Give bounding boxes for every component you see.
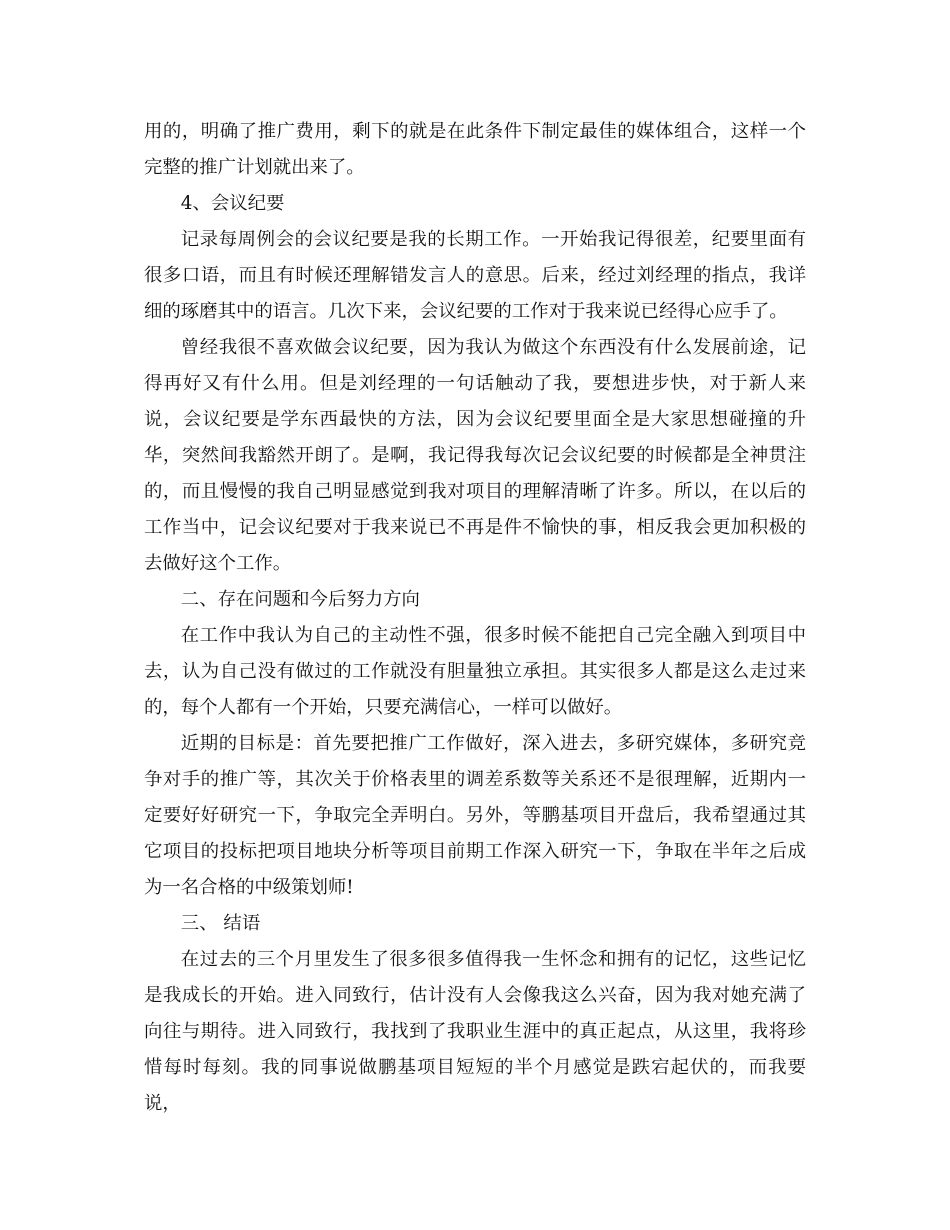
- paragraph: 在过去的三个月里发生了很多很多值得我一生怀念和拥有的记忆，这些记忆是我成长的开始。进入同致行，估计没有人会像我这么兴奋，因为我对她充满了向往与期待。进入同致行，我找到了我职业生涯中的真正起点，从这里，我将珍惜每时每刻。我的同事说做鹏基项目短短的半个月感觉是跌宕起伏的，而我要说，: [144, 949, 806, 1114]
- paragraph: 在工作中我认为自己的主动性不强，很多时候不能把自己完全融入到项目中去，认为自己没有做过的工作就没有胆量独立承担。其实很多人都是这么走过来的，每个人都有一个开始，只要充满信心，一样可以做好。: [144, 625, 806, 718]
- document-body: [144, 114, 806, 1122]
- section-heading-meeting-minutes: 4、会议纪要: [180, 193, 285, 214]
- paragraph-continuation: 用的，明确了推广费用，剩下的就是在此条件下制定最佳的媒体组合，这样一个完整的推广计划就出来了。: [144, 121, 806, 178]
- paragraph: 曾经我很不喜欢做会议纪要，因为我认为做这个东西没有什么发展前途，记得再好又有什么用。但是刘经理的一句话触动了我，要想进步快，对于新人来说，会议纪要是学东西最快的方法，因为会议纪要里面全是大家思想碰撞的升华，突然间我豁然开朗了。是啊，我记得我每次记会议纪要的时候都是全神贯注的，而且慢慢的我自己明显感觉到我对项目的理解清晰了许多。所以，在以后的工作当中，记会议纪要对于我来说已不再是件不愉快的事，相反我会更加积极的去做好这个工作。: [144, 337, 806, 574]
- paragraph: 近期的目标是：首先要把推广工作做好，深入进去，多研究媒体，多研究竞争对手的推广等，其次关于价格表里的调差系数等关系还不是很理解，近期内一定要好好研究一下，争取完全弄明白。另外，等鹏基项目开盘后，我希望通过其它项目的投标把项目地块分析等项目前期工作深入研究一下，争取在半年之后成为一名合格的中级策划师!: [144, 733, 806, 898]
- section-heading-problems: 二、存在问题和今后努力方向: [180, 589, 420, 610]
- section-heading-conclusion: 三、 结语: [180, 913, 261, 934]
- paragraph: 记录每周例会的会议纪要是我的长期工作。一开始我记得很差，纪要里面有很多口语，而且有时候还理解错发言人的意思。后来，经过刘经理的指点，我详细的琢磨其中的语言。几次下来，会议纪要的工作对于我来说已经得心应手了。: [144, 229, 806, 322]
